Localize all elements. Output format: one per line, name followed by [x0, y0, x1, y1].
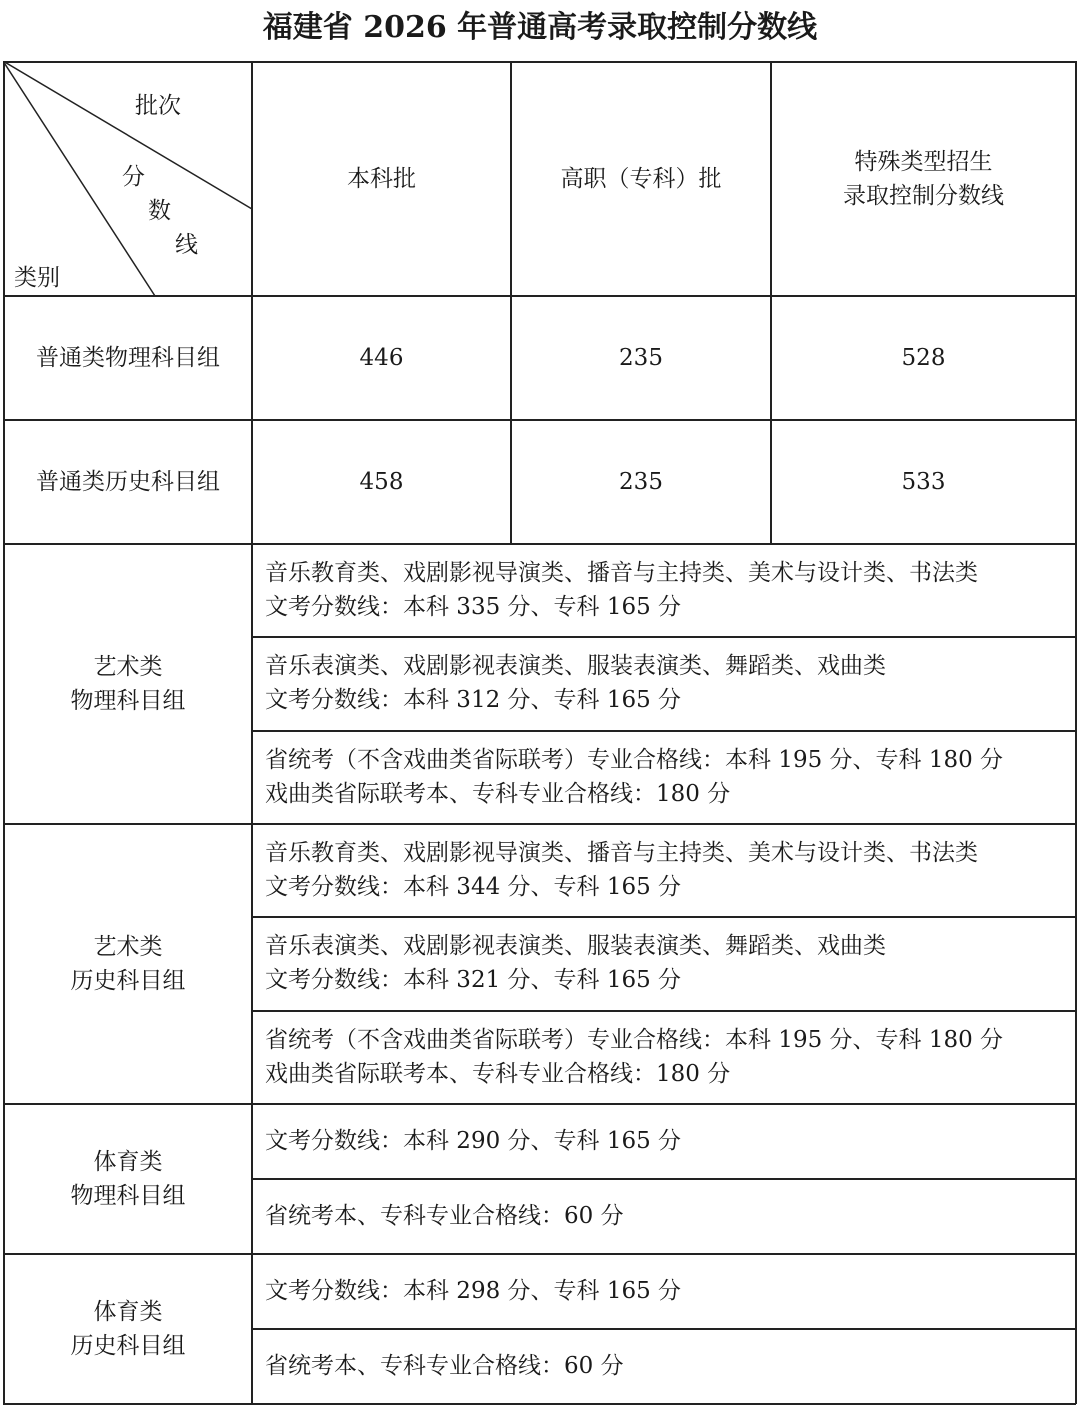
text-line: 音乐表演类、戏剧影视表演类、服装表演类、舞蹈类、戏曲类: [265, 653, 886, 679]
corner-score-char-1: 分: [122, 164, 145, 190]
score-special: 528: [901, 345, 946, 371]
label-line: 体育类: [93, 1149, 163, 1175]
art-history-block-3: [265, 1023, 1003, 1091]
art-physics-block-3: [265, 743, 1003, 811]
text-line: 文考分数线：本科 344 分、专科 165 分: [265, 874, 682, 900]
text-line: 戏曲类省际联考本、专科专业合格线：180 分: [265, 781, 731, 807]
text-line: 音乐教育类、戏剧影视导演类、播音与主持类、美术与设计类、书法类: [265, 560, 978, 586]
art-physics-block-1: [265, 556, 978, 624]
label-line: 物理科目组: [70, 688, 186, 714]
sport-history-block-2: [265, 1349, 624, 1383]
subrow-sep: [251, 1178, 1076, 1180]
score-table: [3, 61, 1076, 1404]
label-line: 历史科目组: [70, 1333, 186, 1359]
text-line: 戏曲类省际联考本、专科专业合格线：180 分: [265, 1061, 731, 1087]
page-title: 福建省 2026 年普通高考录取控制分数线: [262, 10, 818, 45]
sport-physics-block-2: [265, 1199, 624, 1233]
row-label-general-history: 普通类历史科目组: [36, 469, 220, 495]
text-line: 文考分数线：本科 312 分、专科 165 分: [265, 687, 682, 713]
row-label-sport-physics: [5, 1105, 251, 1253]
row-label-sport-history: [5, 1255, 251, 1403]
text-line: 文考分数线：本科 335 分、专科 165 分: [265, 594, 682, 620]
row-label-art-physics: [5, 545, 251, 823]
text-line: 文考分数线：本科 298 分、专科 165 分: [265, 1278, 682, 1304]
corner-score-char-3: 线: [175, 232, 198, 258]
text-line: 音乐表演类、戏剧影视表演类、服装表演类、舞蹈类、戏曲类: [265, 933, 886, 959]
row-label-art-history: [5, 825, 251, 1103]
label-line: 体育类: [93, 1299, 163, 1325]
text-line: 文考分数线：本科 290 分、专科 165 分: [265, 1128, 682, 1154]
header-col-vocational: 高职（专科）批: [560, 166, 722, 192]
label-line: 历史科目组: [70, 968, 186, 994]
text-line: 省统考本、专科专业合格线：60 分: [265, 1203, 624, 1229]
score-undergrad: 446: [359, 345, 404, 371]
sport-physics-block-1: [265, 1124, 681, 1158]
text-line: 音乐教育类、戏剧影视导演类、播音与主持类、美术与设计类、书法类: [265, 840, 978, 866]
row-label-general-physics: 普通类物理科目组: [36, 345, 220, 371]
score-special: 533: [901, 469, 946, 495]
sport-history-block-1: [265, 1274, 681, 1308]
text-line: 省统考（不含戏曲类省际联考）专业合格线：本科 195 分、专科 180 分: [265, 747, 1004, 773]
label-line: 物理科目组: [70, 1183, 186, 1209]
header-col-undergrad: 本科批: [347, 166, 416, 192]
subrow-sep: [251, 636, 1076, 638]
text-line: 省统考本、专科专业合格线：60 分: [265, 1353, 624, 1379]
score-vocational: 235: [619, 345, 663, 371]
art-physics-block-2: [265, 649, 886, 717]
subrow-sep: [251, 1328, 1076, 1330]
table-border-bottom: [3, 1403, 1076, 1405]
art-history-block-2: [265, 929, 886, 997]
subrow-sep: [251, 1010, 1076, 1012]
art-history-block-1: [265, 836, 978, 904]
label-line: 艺术类: [93, 654, 163, 680]
subrow-sep: [251, 730, 1076, 732]
corner-batch-label: 批次: [135, 93, 181, 119]
text-line: 文考分数线：本科 321 分、专科 165 分: [265, 967, 682, 993]
table-border-right: [1075, 61, 1077, 1404]
score-undergrad: 458: [359, 469, 404, 495]
subrow-sep: [251, 916, 1076, 918]
header-col-special: 特殊类型招生 录取控制分数线: [843, 149, 1004, 209]
label-line: 艺术类: [93, 934, 163, 960]
score-vocational: 235: [619, 469, 663, 495]
corner-score-char-2: 数: [148, 198, 171, 224]
text-line: 省统考（不含戏曲类省际联考）专业合格线：本科 195 分、专科 180 分: [265, 1027, 1004, 1053]
corner-category-label: 类别: [14, 265, 60, 291]
